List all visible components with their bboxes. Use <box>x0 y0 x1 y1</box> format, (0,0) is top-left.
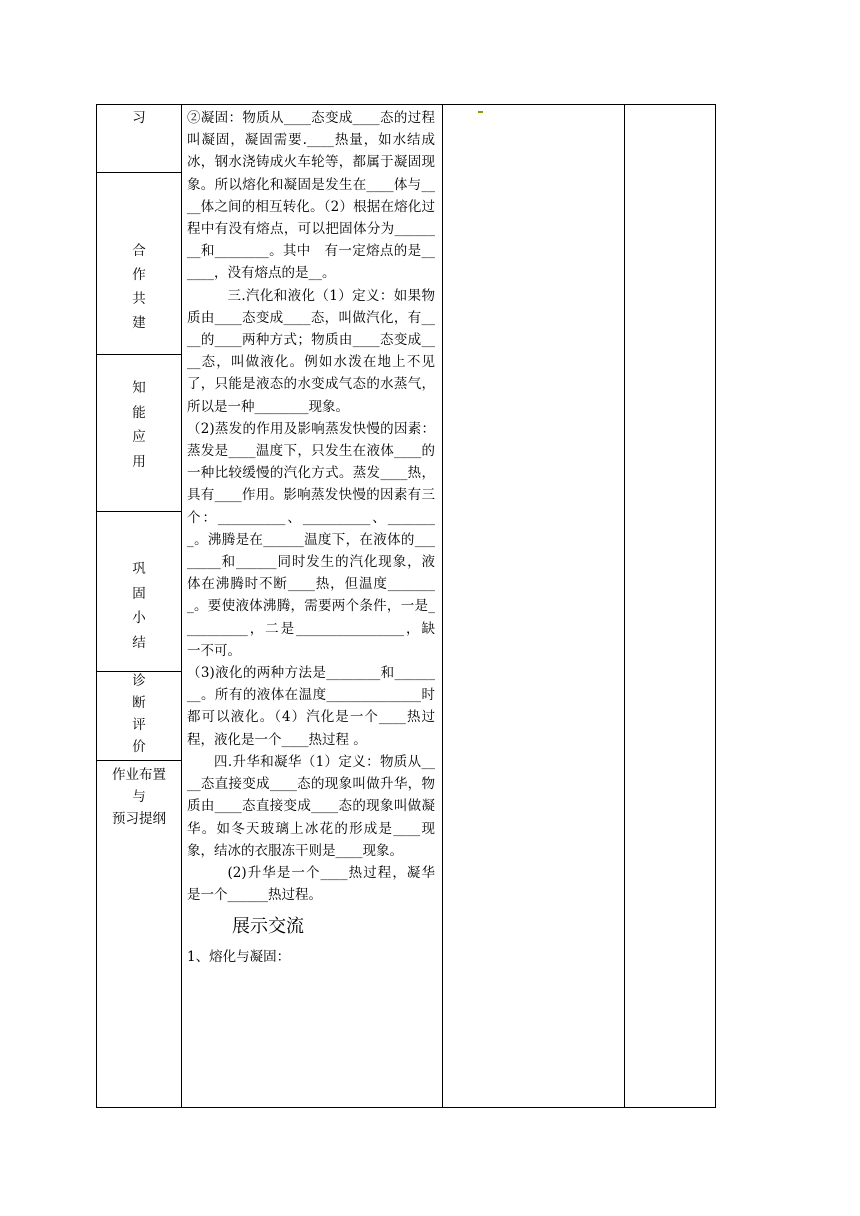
column-divider <box>624 105 625 1107</box>
label-char: 巩 <box>132 561 146 577</box>
label-hezuo-gongjian <box>97 239 181 335</box>
label-char: 评 <box>132 717 146 733</box>
label-char: 结 <box>132 634 146 651</box>
label-char: 合 <box>132 243 146 259</box>
label-char: 作 <box>132 267 146 283</box>
label-char: 诊 <box>132 673 146 689</box>
row-divider <box>97 760 181 761</box>
paragraph-sublimation-heat: (2)升华是一个____热过程，凝华是一个______热过程。 <box>187 864 435 904</box>
paragraph-vaporization-liquefaction: 三.汽化和液化（1）定义：如果物质由____态变成____态，叫做汽化，有____的____两种方式；物质由____态变成____态，叫做液化。例如水泼在地上不见了，只能是液态的水变成气态的水蒸气，所以是一种________现象。 <box>187 287 435 415</box>
lesson-content <box>187 107 435 969</box>
label-char: 小 <box>132 610 146 626</box>
label-char: 知 <box>132 380 146 396</box>
label-char: 固 <box>132 585 146 602</box>
label-char: 共 <box>132 291 146 307</box>
label-line: 与 <box>132 789 146 805</box>
label-char: 能 <box>132 404 146 421</box>
stray-mark <box>478 111 483 113</box>
section-heading: 展示交流 <box>232 916 304 938</box>
label-zhenduan-pingjia <box>97 670 181 758</box>
row-divider <box>97 172 181 173</box>
row-divider <box>97 354 181 355</box>
paragraph-melting-solidifying: 1、熔化与凝固： <box>187 949 291 966</box>
label-line: 预习提纲 <box>112 811 166 827</box>
label-char: 应 <box>132 429 146 445</box>
row-divider <box>97 511 181 512</box>
label-zuoye-yuxi <box>97 764 181 830</box>
label-line: 作业布置 <box>112 767 166 783</box>
label-xi <box>97 107 181 130</box>
label-char: 断 <box>132 695 146 711</box>
column-divider <box>442 105 443 1107</box>
paragraph-solidification: ②凝固：物质从____态变成____态的过程叫凝固，凝固需要.____热量，如水结成冰，钢水浇铸成火车轮等，都属于凝固现象。所以熔化和凝固是发生在____体与____体之间的相互转化。（2）根据在熔化过程中有没有熔点，可以把固体分为________和________。其中 有一定熔点的是______，没有熔点的是__。 <box>187 110 435 282</box>
paragraph-evaporation-boiling: （2)蒸发的作用及影响蒸发快慢的因素：蒸发是____温度下，只发生在液体____的一种比较缓慢的汽化方式。蒸发____热，具有____作用。影响蒸发快慢的因素有三个：__________、__________、________。沸腾是在______温度下，在液体的________和______同时发生的汽化现象，液体在沸腾时不断____热，但温度________。要使液体沸腾，需要两个条件，一是__________，二是________________，缺一不可。 <box>187 420 435 659</box>
label-text: 习 <box>132 110 146 126</box>
label-char: 建 <box>132 315 146 331</box>
label-zhineng-yingyong <box>97 376 181 474</box>
label-char: 用 <box>132 453 146 470</box>
paragraph-sublimation: 四.升华和凝华（1）定义：物质从____态直接变成____态的现象叫做升华，物质由____态直接变成____态的现象叫做凝华。如冬天玻璃上冰花的形成是____现象，结冰的衣服冻干则是____现象。 <box>187 753 435 859</box>
label-gonggu-xiaojie <box>97 557 181 655</box>
column-divider <box>181 105 182 1107</box>
lesson-table <box>96 104 716 1108</box>
paragraph-liquefaction-methods: （3)液化的两种方法是________和________。所有的液体在温度______________时都可以液化。（4）汽化是一个____热过程，液化是一个____热过程 。 <box>187 665 435 748</box>
label-char: 价 <box>132 739 146 755</box>
